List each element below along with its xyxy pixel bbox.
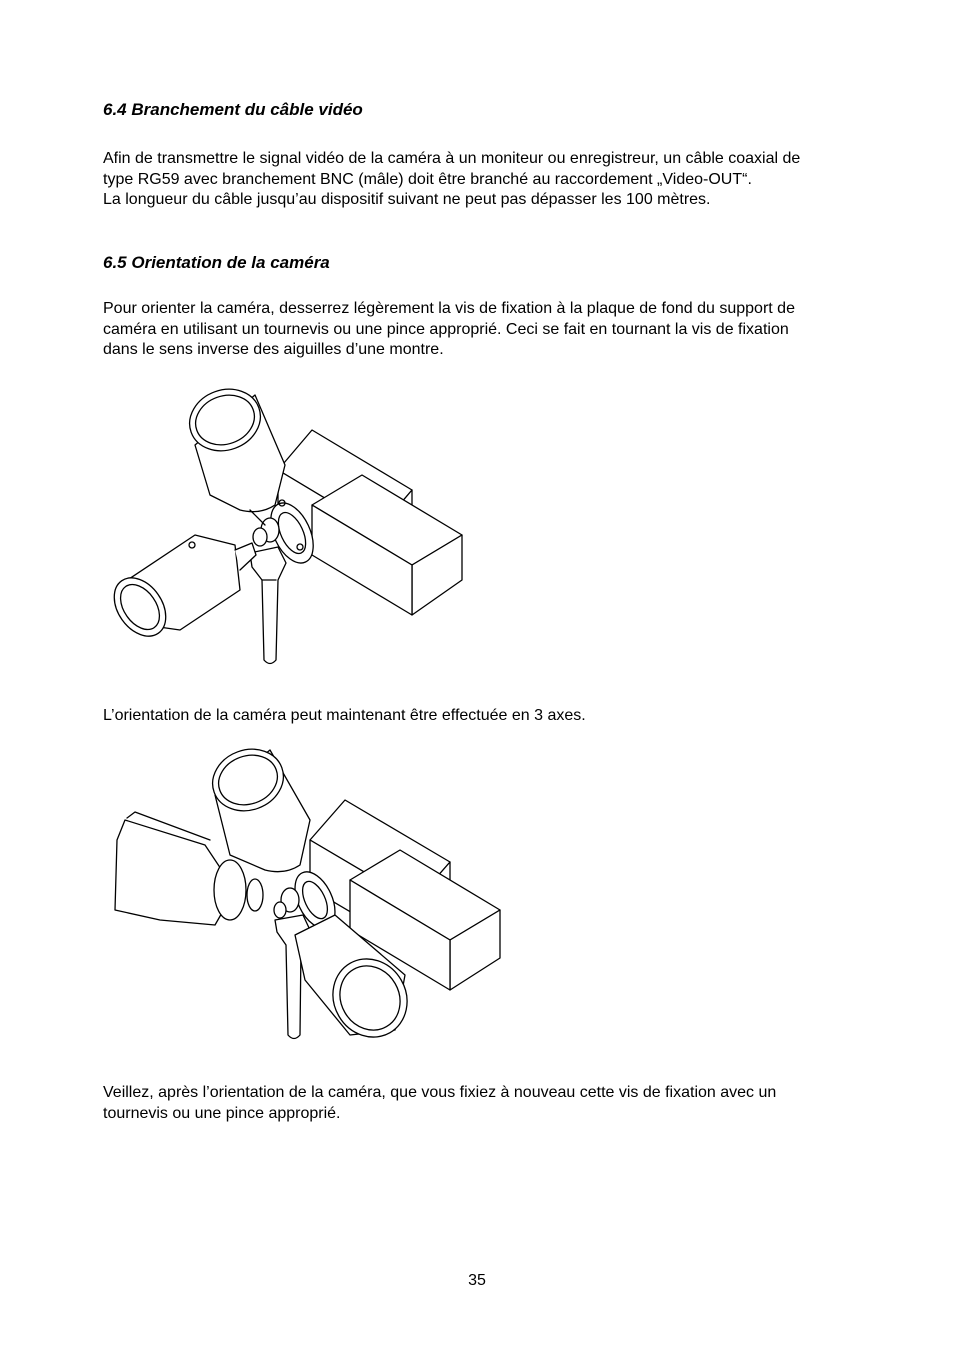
- ball-joint: [274, 888, 299, 918]
- text-line: Veillez, après l’orientation de la caméra, que vous fixiez à nouveau cette vis de fixation avec un: [103, 1084, 777, 1101]
- wrench: [250, 547, 286, 664]
- section-6-4-heading: 6.4 Branchement du câble vidéo: [103, 100, 363, 119]
- text-line: dans le sens inverse des aiguilles d’une montre.: [103, 341, 444, 358]
- wall-block-lower: [312, 475, 462, 615]
- ball-joint: [253, 518, 279, 546]
- text-line: Afin de transmettre le signal vidéo de la caméra à un moniteur ou enregistreur, un câble coaxial de: [103, 150, 801, 167]
- section-6-5-closing-paragraph: [103, 1083, 883, 1124]
- section-6-5-middle-text: L’orientation de la caméra peut maintenant être effectuée en 3 axes.: [103, 707, 586, 724]
- upper-camera: [181, 379, 285, 525]
- text-line: type RG59 avec branchement BNC (mâle) doit être branché au raccordement „Video-OUT“.: [103, 170, 752, 188]
- section-6-5-heading: 6.5 Orientation de la caméra: [103, 253, 330, 272]
- page-number: 35: [468, 1272, 486, 1289]
- upper-camera: [204, 740, 310, 872]
- text-line: caméra en utilisant un tournevis ou une pince approprié. Ceci se fait en tournant la vis de fixation: [103, 320, 789, 338]
- text-line: La longueur du câble jusqu’au dispositif suivant ne peut pas dépasser les 100 mètres.: [103, 191, 711, 208]
- camera-loosening-illustration: [100, 375, 480, 670]
- section-6-4-paragraph: [103, 149, 883, 211]
- text-line: Pour orienter la caméra, desserrez légèrement la vis de fixation à la plaque de fond du support de: [103, 300, 795, 317]
- section-6-5-intro-paragraph: [103, 299, 883, 361]
- text-line: tournevis ou une pince approprié.: [103, 1104, 341, 1122]
- camera-orientation-illustration: [105, 740, 515, 1050]
- side-camera: [104, 535, 256, 646]
